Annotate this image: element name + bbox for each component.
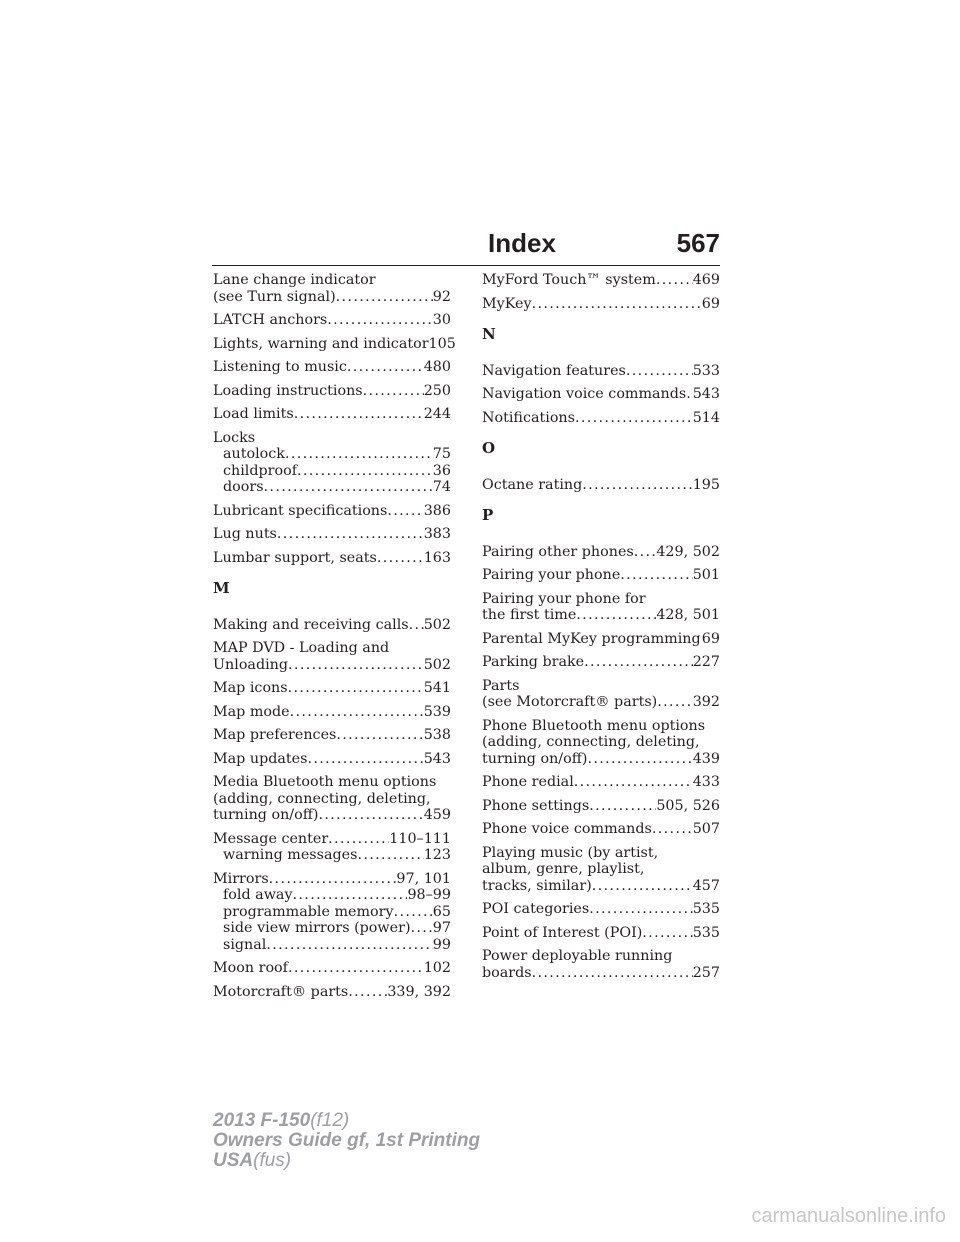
entry-page-ref: 30 (432, 312, 451, 328)
index-line (482, 654, 720, 671)
entry-term: signal (223, 936, 267, 953)
entry-page-ref: 457 (692, 877, 720, 894)
entry-term: Lumbar support, seats (213, 549, 377, 566)
index-column-right (482, 272, 720, 988)
index-line (482, 410, 720, 427)
index-entry (213, 406, 451, 423)
index-line (213, 774, 451, 791)
index-line (482, 678, 720, 695)
entry-page-ref: 543 (423, 750, 451, 767)
index-entry (213, 430, 451, 496)
dot-leader (307, 751, 423, 768)
index-entry (482, 678, 720, 711)
entry-term: Parental MyKey programming (482, 630, 701, 647)
footer-line-2: Owners Guide gf, 1st Printing (213, 1130, 481, 1151)
index-line (213, 503, 451, 520)
entry-page-ref: 195 (692, 476, 720, 493)
entry-term: Pairing your phone for (482, 590, 646, 607)
footer-model-code: (f12) (310, 1110, 350, 1131)
entry-term: Phone voice commands (482, 821, 652, 837)
index-subentry (213, 463, 451, 480)
index-line (482, 694, 720, 711)
index-entry (213, 335, 456, 353)
index-line (213, 335, 456, 353)
dot-leader (288, 960, 424, 977)
entry-term: Listening to music (213, 359, 347, 375)
index-entry (213, 774, 451, 824)
dot-leader (336, 727, 423, 744)
index-line (482, 718, 720, 735)
entry-term: Notifications (482, 409, 575, 426)
index-entry (213, 704, 451, 721)
index-entry (482, 296, 720, 313)
index-entry (213, 960, 451, 977)
index-entry (213, 503, 451, 520)
entry-term: Navigation features (482, 362, 626, 379)
entry-term: the first time (482, 607, 577, 623)
dot-leader (348, 984, 387, 1001)
index-line (482, 363, 720, 380)
entry-page-ref: 92 (432, 288, 451, 305)
dot-leader (634, 544, 657, 561)
entry-page-ref: 75 (432, 446, 451, 462)
index-entry (213, 617, 451, 634)
index-entry (482, 386, 720, 403)
index-subentry (213, 479, 451, 496)
entry-page-ref: 469 (692, 272, 720, 288)
section-letter: M (213, 579, 230, 597)
entry-page-ref: 97 (432, 920, 451, 936)
index-entry (213, 640, 451, 673)
index-subentry (213, 937, 451, 954)
entry-term: tracks, similar) (482, 877, 592, 894)
entry-page-ref: 105 (428, 335, 456, 352)
entry-term: album, genre, playlist, (482, 861, 645, 877)
index-line (213, 406, 451, 423)
dot-leader (387, 503, 423, 520)
index-entry (482, 948, 720, 981)
page-header (212, 226, 720, 266)
index-entry (213, 359, 451, 376)
dot-leader (293, 887, 408, 904)
dot-leader (394, 904, 433, 921)
index-line (213, 984, 451, 1001)
entry-page-ref: 480 (423, 359, 451, 375)
dot-leader (575, 410, 693, 427)
dot-leader (266, 937, 432, 954)
section-letter: N (482, 325, 496, 343)
entry-term: doors (223, 479, 264, 495)
index-line (213, 704, 451, 721)
entry-term: boards (482, 964, 532, 981)
index-entry (482, 798, 720, 815)
entry-term: POI categories (482, 901, 590, 917)
entry-page-ref: 433 (692, 774, 720, 790)
dot-leader (290, 704, 424, 721)
index-line (213, 272, 451, 289)
index-line (482, 296, 720, 313)
footer-line-1 (213, 1111, 480, 1131)
entry-term: Power deployable running (482, 948, 673, 964)
index-entry (213, 550, 451, 567)
dot-leader (532, 965, 693, 982)
entry-term: Making and receiving calls (213, 616, 409, 633)
index-line (482, 734, 720, 751)
index-line (482, 878, 720, 895)
dot-leader (587, 751, 692, 768)
index-entry (482, 591, 720, 624)
index-line (213, 640, 451, 657)
entry-term: autolock (223, 446, 285, 462)
dot-leader (285, 446, 433, 463)
index-line (482, 567, 720, 584)
index-line (482, 477, 720, 494)
entry-term: turning on/off) (482, 750, 588, 767)
entry-page-ref: 386 (423, 502, 451, 519)
index-entry (213, 312, 451, 329)
entry-term: (adding, connecting, deleting, (482, 734, 700, 750)
index-entry (482, 821, 720, 838)
entry-term: Map icons (213, 680, 288, 696)
entry-term: Lug nuts (213, 526, 277, 542)
dot-leader (294, 406, 424, 423)
section-letter: O (482, 439, 496, 457)
index-subentry (213, 920, 451, 937)
dot-leader (318, 807, 423, 824)
index-entry (213, 831, 451, 864)
index-line (213, 550, 451, 567)
entry-term: Media Bluetooth menu options (213, 774, 437, 790)
dot-leader (582, 477, 692, 494)
entry-term: Phone redial (482, 774, 574, 790)
entry-page-ref: 244 (423, 406, 451, 422)
index-entry (213, 680, 451, 697)
entry-term: MyFord Touch™ system (482, 272, 656, 288)
index-entry (482, 567, 720, 584)
index-line (482, 845, 720, 862)
entry-page-ref: 541 (423, 680, 451, 696)
dot-leader (576, 607, 656, 624)
dot-leader (277, 526, 424, 543)
dot-leader (584, 654, 693, 671)
footer-market-code: (fus) (253, 1150, 292, 1171)
index-entry (213, 526, 451, 543)
entry-page-ref: 507 (692, 821, 720, 837)
index-entry (482, 410, 720, 427)
entry-page-ref: 74 (432, 479, 451, 495)
entry-page-ref: 163 (423, 549, 451, 566)
entry-term: Moon roof (213, 960, 288, 976)
entry-term: fold away (223, 887, 293, 903)
dot-leader (328, 831, 389, 848)
dot-leader (357, 847, 423, 864)
entry-term: Pairing other phones (482, 543, 634, 560)
index-entry (482, 544, 720, 561)
entry-page-ref: 98–99 (407, 887, 451, 903)
entry-term: Phone settings (482, 797, 590, 814)
entry-page-ref: 69 (701, 630, 720, 647)
page-title: Index (488, 228, 556, 258)
footer-market: USA (213, 1150, 254, 1171)
index-line (482, 965, 720, 982)
entry-page-ref: 97, 101 (396, 870, 451, 887)
watermark: carmanualsonline.info (751, 1205, 946, 1227)
footer-model: 2013 F-150 (213, 1110, 311, 1131)
index-entry (482, 901, 720, 918)
index-line (482, 751, 720, 768)
section-letter: P (482, 506, 494, 524)
dot-leader (336, 289, 433, 306)
index-line (482, 821, 720, 838)
index-line (213, 359, 451, 376)
index-entry (482, 654, 720, 671)
entry-term: Motorcraft® parts (213, 983, 349, 1000)
entry-page-ref: 110–111 (389, 830, 451, 847)
index-entry (482, 845, 720, 895)
dot-leader (574, 774, 693, 791)
index-line (213, 430, 451, 447)
index-line (213, 526, 451, 543)
entry-term: Octane rating (482, 476, 583, 493)
dot-leader (297, 463, 433, 480)
index-entry (213, 751, 451, 768)
index-line (213, 289, 451, 306)
entry-page-ref: 539 (423, 703, 451, 720)
footer (213, 1111, 480, 1171)
index-column-left (213, 272, 456, 1007)
entry-page-ref: 514 (692, 409, 720, 426)
dot-leader (589, 901, 692, 918)
entry-page-ref: 257 (692, 964, 720, 981)
index-subentry (213, 904, 451, 921)
index-entry (482, 363, 720, 380)
entry-term: Lane change indicator (213, 272, 376, 288)
entry-term: Point of Interest (POI) (482, 924, 643, 941)
index-subentry (213, 887, 451, 904)
index-line (213, 871, 451, 888)
entry-term: programmable memory (223, 903, 394, 920)
index-line (482, 774, 720, 791)
index-entry (482, 631, 720, 648)
index-line (482, 591, 720, 608)
entry-page-ref: 535 (692, 901, 720, 917)
entry-term: (see Turn signal) (213, 288, 336, 305)
dot-leader (411, 920, 433, 937)
index-line (482, 861, 720, 878)
index-entry (213, 871, 451, 954)
entry-page-ref: 392 (692, 694, 720, 710)
index-line (213, 807, 451, 824)
entry-term: Locks (213, 429, 256, 446)
dot-leader (288, 657, 424, 674)
dot-leader (264, 479, 433, 496)
entry-term: Map mode (213, 703, 290, 720)
index-line (213, 960, 451, 977)
dot-leader (652, 821, 693, 838)
entry-page-ref: 227 (692, 654, 720, 670)
entry-page-ref: 429, 502 (656, 543, 720, 560)
entry-page-ref: 502 (423, 656, 451, 673)
index-line (482, 901, 720, 918)
dot-leader (589, 798, 656, 815)
index-subentry (213, 446, 451, 463)
index-line (213, 657, 451, 674)
index-entry (482, 477, 720, 494)
entry-term: Unloading (213, 656, 289, 673)
index-line (213, 791, 451, 808)
entry-page-ref: 102 (423, 960, 451, 976)
entry-page-ref: 250 (423, 382, 451, 399)
dot-leader (409, 617, 424, 634)
entry-page-ref: 383 (423, 526, 451, 542)
index-entry (213, 727, 451, 744)
entry-term: MyKey (482, 295, 532, 312)
entry-term: Lights, warning and indicator (213, 335, 429, 352)
entry-term: Map preferences (213, 727, 337, 743)
index-line (213, 727, 451, 744)
entry-term: Map updates (213, 750, 308, 767)
index-line (482, 544, 720, 561)
dot-leader (626, 363, 693, 380)
dot-leader (592, 878, 693, 895)
index-entry (482, 925, 720, 942)
index-line (213, 312, 451, 329)
entry-term: Navigation voice commands (482, 386, 687, 402)
entry-term: Parts (482, 677, 520, 694)
index-line (213, 383, 451, 400)
entry-term: Parking brake (482, 654, 585, 670)
entry-term: Loading instructions (213, 382, 363, 399)
index-entry (482, 774, 720, 791)
entry-term: Pairing your phone (482, 567, 621, 583)
index-line (482, 631, 720, 648)
dot-leader (620, 567, 692, 584)
dot-leader (642, 925, 692, 942)
index-subentry (213, 847, 451, 864)
entry-page-ref: 501 (692, 567, 720, 583)
page-number: 567 (676, 228, 720, 258)
entry-page-ref: 339, 392 (387, 983, 451, 1000)
dot-leader (327, 312, 433, 329)
entry-page-ref: 502 (423, 616, 451, 633)
entry-page-ref: 428, 501 (656, 607, 720, 623)
entry-term: (adding, connecting, deleting, (213, 790, 431, 807)
entry-term: Lubricant specifications (213, 502, 388, 519)
dot-leader (377, 550, 424, 567)
dot-leader (269, 871, 397, 888)
index-line (213, 617, 451, 634)
entry-page-ref: 459 (423, 807, 451, 823)
index-entry (482, 718, 720, 768)
entry-page-ref: 538 (423, 727, 451, 743)
index-line (482, 386, 720, 403)
entry-term: Load limits (213, 406, 294, 422)
entry-term: Playing music (by artist, (482, 844, 659, 861)
index-entry (213, 383, 451, 400)
index-line (213, 831, 451, 848)
index-entry (213, 984, 451, 1001)
entry-term: MAP DVD - Loading and (213, 640, 390, 656)
entry-term: warning messages (223, 847, 358, 863)
entry-term: turning on/off) (213, 807, 319, 823)
entry-page-ref: 535 (692, 924, 720, 941)
index-line (482, 925, 720, 942)
index-line (482, 798, 720, 815)
index-entry (482, 272, 720, 289)
entry-term: Message center (213, 830, 329, 847)
entry-term: LATCH anchors (213, 312, 328, 328)
entry-page-ref: 533 (692, 362, 720, 379)
entry-term: (see Motorcraft® parts) (482, 694, 658, 710)
dot-leader (657, 694, 692, 711)
entry-term: Mirrors (213, 870, 269, 887)
entry-page-ref: 123 (423, 847, 451, 863)
dot-leader (656, 272, 693, 289)
dot-leader (288, 680, 424, 697)
dot-leader (532, 296, 702, 313)
entry-page-ref: 99 (432, 936, 451, 953)
entry-term: side view mirrors (power) (223, 920, 411, 936)
entry-term: childproof (223, 462, 298, 479)
index-line (213, 751, 451, 768)
index-entry (213, 272, 451, 305)
entry-term: Phone Bluetooth menu options (482, 717, 706, 734)
entry-page-ref: 543 (692, 386, 720, 402)
entry-page-ref: 69 (701, 295, 720, 312)
entry-page-ref: 439 (692, 750, 720, 767)
index-line (482, 607, 720, 624)
index-line (482, 272, 720, 289)
dot-leader (363, 383, 424, 400)
footer-line-3 (213, 1151, 480, 1171)
entry-page-ref: 36 (432, 462, 451, 479)
index-line (213, 680, 451, 697)
header-rule (212, 265, 720, 266)
index-line (482, 948, 720, 965)
dot-leader (347, 359, 424, 376)
entry-page-ref: 505, 526 (656, 797, 720, 814)
entry-page-ref: 65 (432, 903, 451, 920)
